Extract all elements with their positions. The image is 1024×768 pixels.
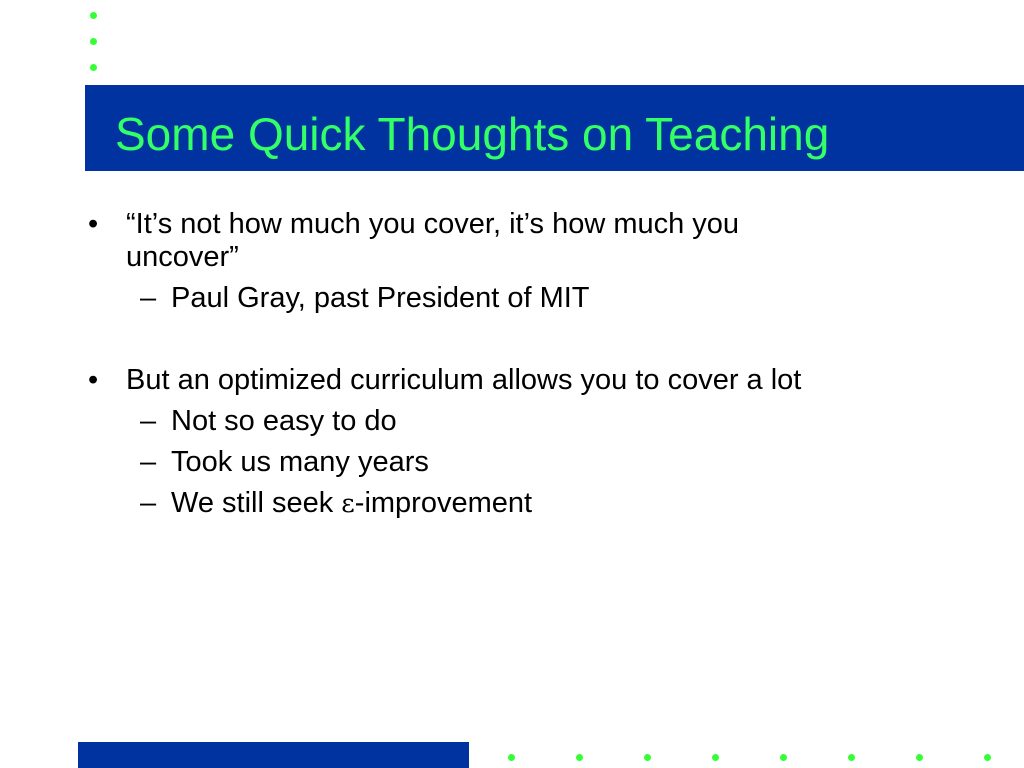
- slide-title: Some Quick Thoughts on Teaching: [115, 108, 830, 160]
- decorative-dot-icon: [508, 754, 515, 761]
- decorative-dot-icon: [780, 754, 787, 761]
- decorative-dot-icon: [644, 754, 651, 761]
- sub-bullet-text: Paul Gray, past President of MIT: [171, 282, 590, 314]
- bullet-text: But an optimized curriculum allows you to cover a lot: [126, 364, 802, 396]
- bullet-text-continued: uncover”: [126, 241, 239, 273]
- sub-bullet-marker: –: [140, 282, 157, 314]
- footer-bar: [78, 742, 469, 768]
- epsilon-symbol: ε: [341, 489, 355, 519]
- decorative-dot-icon: [916, 754, 923, 761]
- bullet-marker: •: [88, 364, 99, 396]
- decorative-dot-icon: [984, 754, 991, 761]
- sub-bullet-text: [171, 487, 532, 521]
- bullet-text: “It’s not how much you cover, it’s how much you: [126, 208, 740, 240]
- decorative-dot-icon: [848, 754, 855, 761]
- sub-bullet-text-before: We still seek: [171, 487, 342, 519]
- sub-bullet-text: Took us many years: [171, 446, 429, 478]
- decorative-dot-icon: [576, 754, 583, 761]
- bullet-marker: •: [88, 208, 99, 240]
- sub-bullet-marker: –: [140, 446, 157, 478]
- sub-bullet-text-after: -improvement: [354, 487, 533, 519]
- sub-bullet-text: Not so easy to do: [171, 405, 397, 437]
- sub-bullet-marker: –: [140, 405, 157, 437]
- decorative-dot-icon: [712, 754, 719, 761]
- sub-bullet-marker: –: [140, 487, 157, 519]
